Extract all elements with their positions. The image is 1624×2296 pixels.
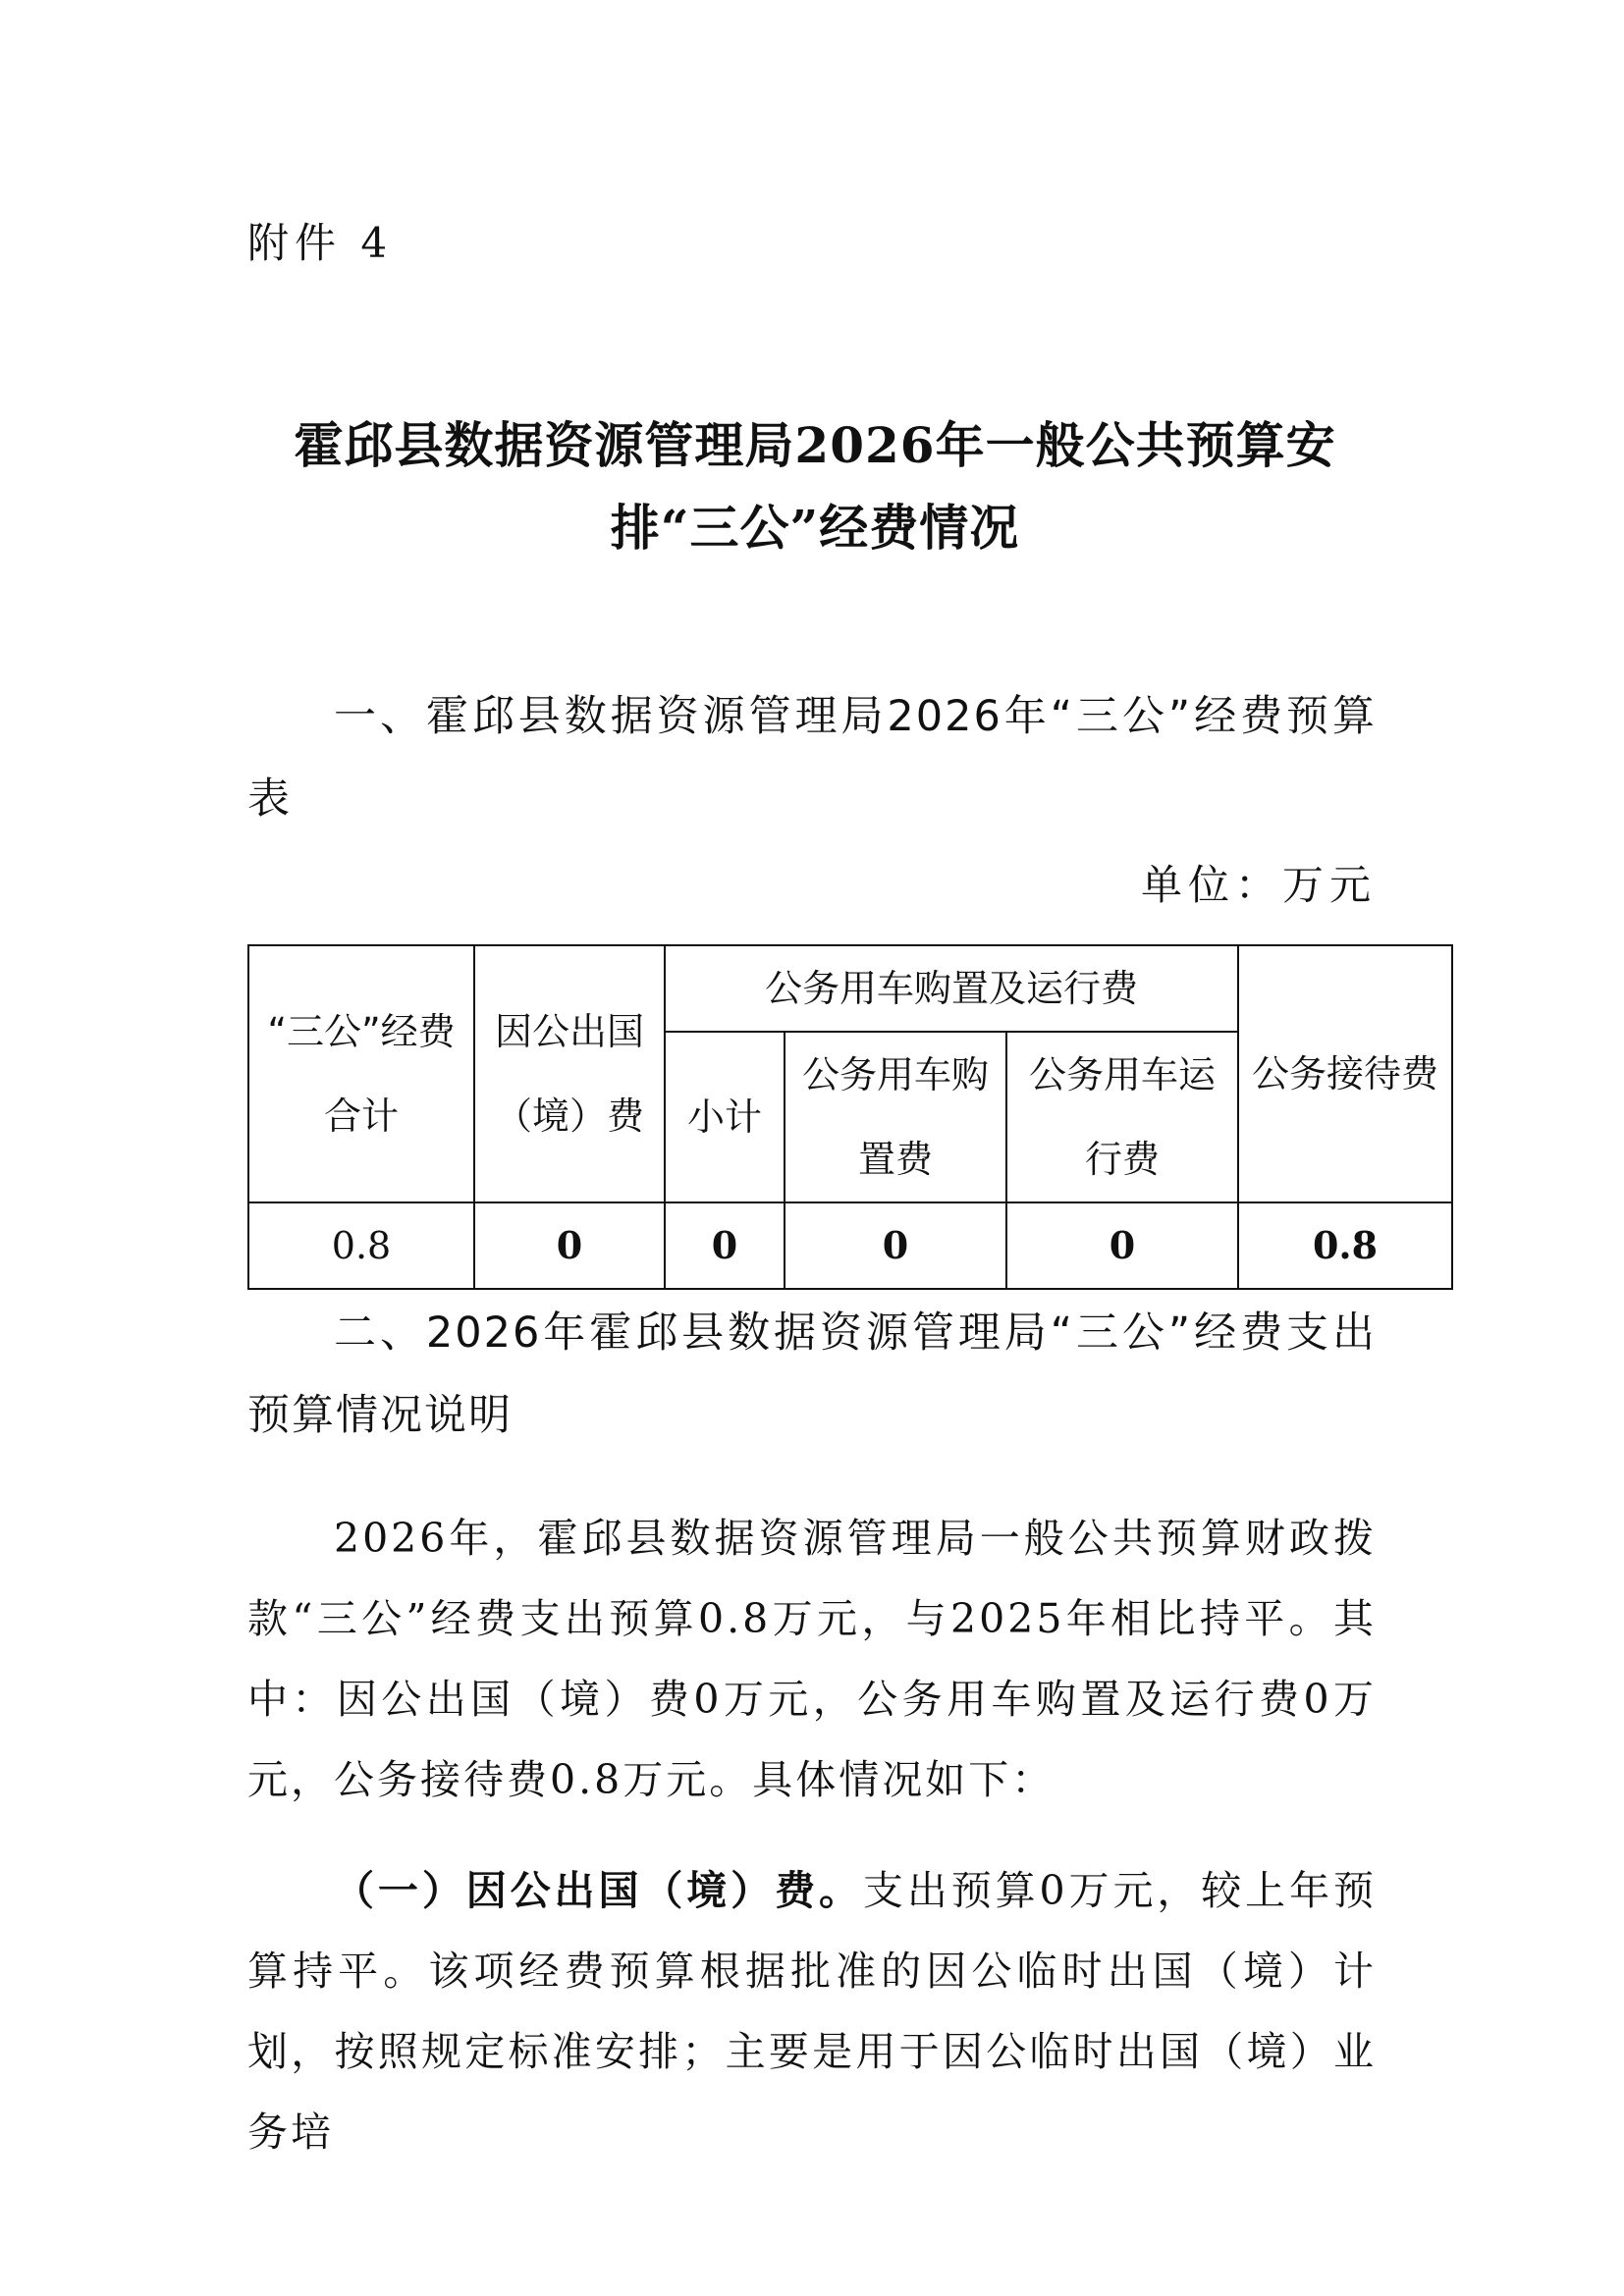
paragraph-2-text: 支出预算0万元，较上年预算持平。该项经费预算根据批准的因公临时出国（境）计划，按照规定标准安排；主要是用于因公临时出国（境）业务培: [247, 1867, 1378, 2156]
document-title: 霍邱县数据资源管理局2026年一般公共预算安排“三公”经费情况: [294, 416, 1336, 557]
paragraph-2: [247, 1850, 1377, 2172]
value-total: 0.8: [248, 1202, 474, 1289]
header-total: “三公”经费合计: [248, 945, 474, 1202]
header-vehicle-group: 公务用车购置及运行费: [665, 945, 1238, 1032]
paragraph-1: 2026年，霍邱县数据资源管理局一般公共预算财政拨款“三公”经费支出预算0.8万元，与2025年相比持平。其中：因公出国（境）费0万元，公务用车购置及运行费0万元，公务接待费0.8万元。具体情况如下：: [247, 1515, 1377, 1803]
header-overseas: 因公出国（境）费: [474, 945, 665, 1202]
budget-table: [247, 944, 1453, 1290]
header-vehicle-operation: 公务用车运行费: [1006, 1032, 1238, 1202]
attachment-label: 附件 4: [247, 219, 394, 267]
value-overseas: 0: [474, 1202, 665, 1289]
section-2-heading: 二、2026年霍邱县数据资源管理局“三公”经费支出预算情况说明: [247, 1308, 1377, 1440]
paragraph-2-lead: （一）因公出国（境）费。: [334, 1867, 863, 1914]
section-1-heading: 一、霍邱县数据资源管理局2026年“三公”经费预算表: [247, 692, 1377, 824]
header-vehicle-purchase: 公务用车购置费: [785, 1032, 1006, 1202]
value-vehicle-subtotal: 0: [665, 1202, 785, 1289]
value-vehicle-operation: 0: [1006, 1202, 1238, 1289]
unit-label: 单位：万元: [1140, 861, 1377, 909]
value-vehicle-purchase: 0: [785, 1202, 1006, 1289]
header-reception: 公务接待费: [1238, 945, 1452, 1202]
value-reception: 0.8: [1238, 1202, 1452, 1289]
header-vehicle-subtotal: 小计: [665, 1032, 785, 1202]
